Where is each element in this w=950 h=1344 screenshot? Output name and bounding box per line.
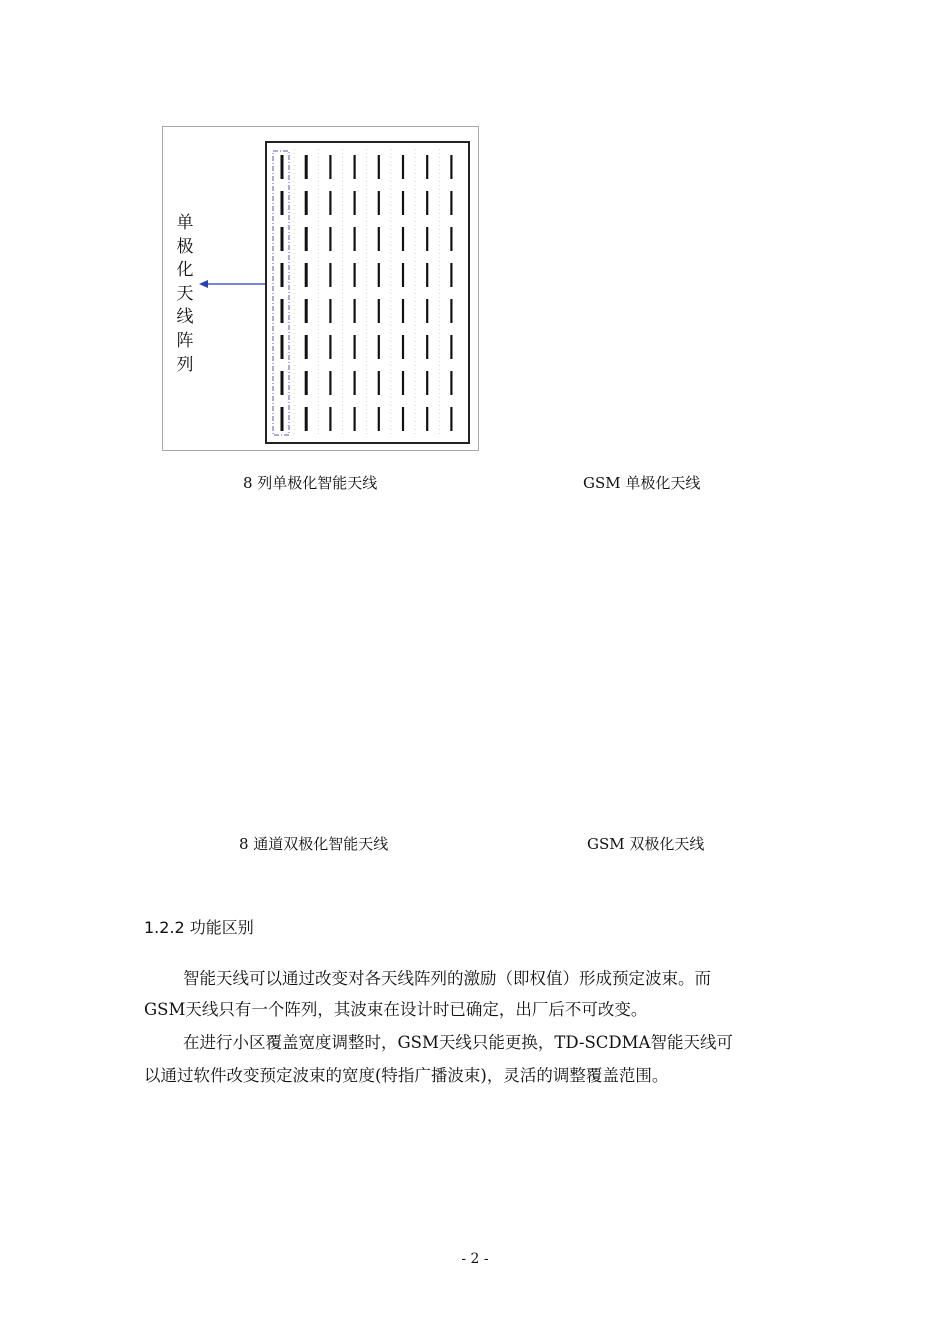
label-char: 线 (176, 307, 194, 328)
antenna-element (378, 299, 380, 323)
antenna-element (378, 191, 380, 215)
antenna-element (329, 299, 331, 323)
antenna-element (354, 191, 356, 215)
antenna-element (329, 407, 331, 431)
label-char: 天 (176, 283, 194, 304)
antenna-element (450, 335, 452, 359)
antenna-element (426, 191, 428, 215)
antenna-element (426, 155, 428, 179)
antenna-element (450, 299, 452, 323)
antenna-element (426, 371, 428, 395)
paragraph-2-line-2: 以通过软件改变预定波束的宽度(特指广播波束)，灵活的调整覆盖范围。 (144, 1066, 669, 1085)
antenna-element (281, 263, 284, 287)
antenna-element (450, 155, 452, 179)
antenna-element (402, 155, 404, 179)
antenna-element (450, 191, 452, 215)
page-number: - 2 - (461, 1251, 489, 1267)
antenna-element (402, 335, 404, 359)
antenna-element (426, 407, 428, 431)
antenna-element (281, 227, 284, 251)
antenna-element (281, 407, 284, 431)
section-heading: 1.2.2 功能区别 (144, 918, 254, 937)
antenna-element (450, 227, 452, 251)
label-char: 列 (176, 354, 194, 375)
antenna-element (378, 407, 380, 431)
antenna-element (305, 371, 308, 395)
label-char: 化 (176, 260, 194, 281)
paragraph-1-line-1: 智能天线可以通过改变对各天线阵列的激励（即权值）形成预定波束。而 (183, 969, 711, 988)
antenna-element (354, 335, 356, 359)
antenna-element (281, 155, 284, 179)
antenna-element (354, 227, 356, 251)
caption-8-column-smart-antenna: 8 列单极化智能天线 (243, 474, 378, 492)
antenna-element (450, 371, 452, 395)
antenna-element (329, 155, 331, 179)
label-char: 极 (176, 236, 194, 257)
array-vertical-label (168, 212, 202, 377)
antenna-element (329, 227, 331, 251)
antenna-element (402, 227, 404, 251)
antenna-element-grid (267, 143, 468, 442)
antenna-element (329, 191, 331, 215)
antenna-element (378, 371, 380, 395)
antenna-element (426, 299, 428, 323)
antenna-element (426, 263, 428, 287)
antenna-element (402, 263, 404, 287)
paragraph-2-line-1: 在进行小区覆盖宽度调整时，GSM天线只能更换，TD-SCDMA智能天线可 (183, 1033, 733, 1052)
antenna-element (426, 227, 428, 251)
antenna-element (354, 371, 356, 395)
antenna-element (402, 371, 404, 395)
antenna-element (305, 335, 308, 359)
antenna-element (305, 299, 308, 323)
antenna-element (329, 335, 331, 359)
caption-gsm-dual-polarized: GSM 双极化天线 (587, 835, 705, 853)
antenna-array-panel (265, 141, 470, 444)
antenna-element (378, 155, 380, 179)
antenna-element (281, 299, 284, 323)
antenna-element (378, 227, 380, 251)
pointer-arrow (198, 276, 270, 292)
antenna-element (281, 191, 284, 215)
antenna-element (305, 407, 308, 431)
antenna-element (305, 263, 308, 287)
antenna-element (402, 191, 404, 215)
antenna-element (305, 227, 308, 251)
antenna-element (281, 335, 284, 359)
antenna-element (426, 335, 428, 359)
antenna-element (378, 335, 380, 359)
antenna-element (450, 407, 452, 431)
caption-gsm-single-polarized: GSM 单极化天线 (583, 474, 701, 492)
antenna-element (354, 263, 356, 287)
caption-8-channel-dual-polarized: 8 通道双极化智能天线 (239, 835, 389, 853)
antenna-element (354, 299, 356, 323)
antenna-element (329, 371, 331, 395)
antenna-element (450, 263, 452, 287)
antenna-element (402, 299, 404, 323)
antenna-element (354, 155, 356, 179)
antenna-element (378, 263, 380, 287)
antenna-element (305, 155, 308, 179)
antenna-element (329, 263, 331, 287)
paragraph-1-line-2: GSM天线只有一个阵列，其波束在设计时已确定，出厂后不可改变。 (144, 1000, 648, 1019)
antenna-element (305, 191, 308, 215)
antenna-element (402, 407, 404, 431)
label-char: 阵 (176, 330, 194, 351)
antenna-element (281, 371, 284, 395)
antenna-element (354, 407, 356, 431)
label-char: 单 (176, 213, 194, 233)
